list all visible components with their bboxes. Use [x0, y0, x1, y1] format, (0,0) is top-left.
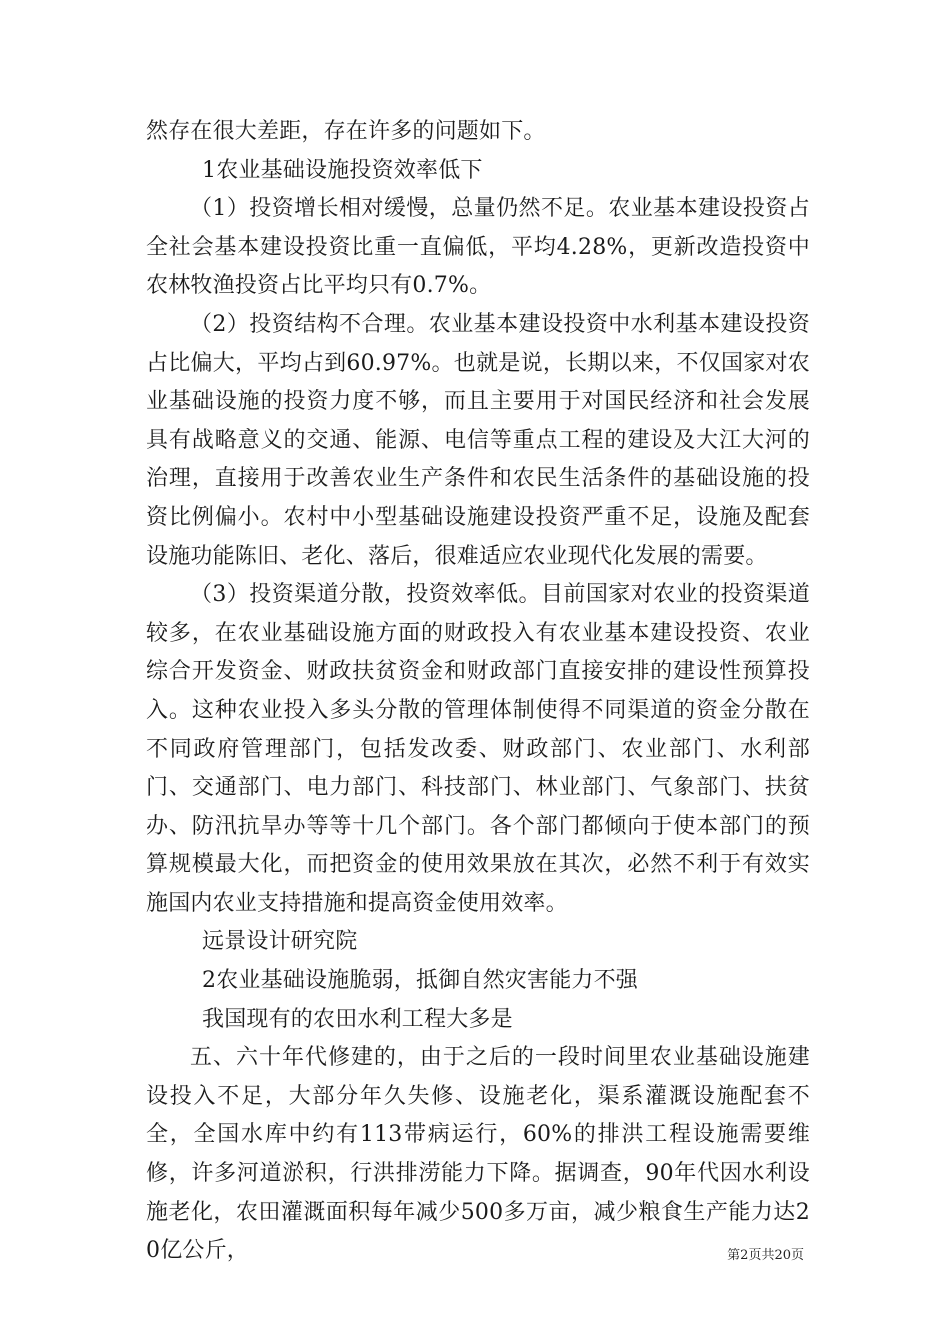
paragraph-continuation: 然存在很大差距，存在许多的问题如下。 [146, 119, 546, 144]
paragraph-body: 五、六十年代修建的，由于之后的一段时间里农业基础设施建设投入不足，大部分年久失修、设施老化，渠系灌溉设施配套不全，全国水库中约有113带病运行，60%的排洪工程设施需要维修，许多河道淤积，行洪排涝能力下降。据调查，90年代因水利设施老化，农田灌溉面积每年减少500多万亩，减少粮食生产能力达20亿公斤， [146, 1045, 810, 1264]
document-body [146, 113, 810, 1271]
section-heading-1: 1农业基础设施投资效率低下 [202, 157, 483, 183]
page-number: 第2页共20页 [727, 1248, 804, 1263]
paragraph-lead: 我国现有的农田水利工程大多是 [202, 1006, 513, 1032]
institute-line: 远景设计研究院 [202, 929, 358, 955]
paragraph-item-1: （1）投资增长相对缓慢，总量仍然不足。农业基本建设投资占全社会基本建设投资比重一直偏低，平均4.28%，更新改造投资中农林牧渔投资占比平均只有0.7%。 [146, 196, 810, 299]
paragraph-item-2: （2）投资结构不合理。农业基本建设投资中水利基本建设投资占比偏大，平均占到60.97%。也就是说，长期以来，不仅国家对农业基础设施的投资力度不够，而且主要用于对国民经济和社会发展具有战略意义的交通、能源、电信等重点工程的建设及大江大河的治理，直接用于改善农业生产条件和农民生活条件的基础设施的投资比例偏小。农村中小型基础设施建设投资严重不足，设施及配套设施功能陈旧、老化、落后，很难适应农业现代化发展的需要。 [146, 311, 810, 569]
paragraph-item-3: （3）投资渠道分散，投资效率低。目前国家对农业的投资渠道较多，在农业基础设施方面的财政投入有农业基本建设投资、农业综合开发资金、财政扶贫资金和财政部门直接安排的建设性预算投入。这种农业投入多头分散的管理体制使得不同渠道的资金分散在不同政府管理部门，包括发改委、财政部门、农业部门、水利部门、交通部门、电力部门、科技部门、林业部门、气象部门、扶贫办、防汛抗旱办等等十几个部门。各个部门都倾向于使本部门的预算规模最大化，而把资金的使用效果放在其次，必然不利于有效实施国内农业支持措施和提高资金使用效率。 [146, 582, 810, 916]
section-heading-2: 2农业基础设施脆弱，抵御自然灾害能力不强 [202, 968, 638, 994]
